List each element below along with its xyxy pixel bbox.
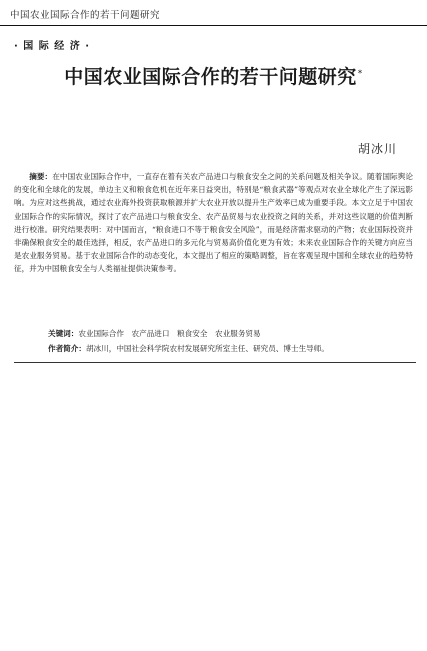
abstract-text: 在中国农业国际合作中，一直存在着有关农产品进口与粮食安全之间的关系问题及相关争议。随着国际舆论的变化和全球化的发展，单边主义和粮食危机在近年来日益突出，特别是“粮食武器”等观点对农业全球化产生了深远影响。为应对这些挑战，通过农业海外投资获取粮源并扩大农业开放以提升生产效率已成为重要手段。本文立足于中国农业国际合作的实际情况，探讨了农产品进口与粮食安全、农产品贸易与农业投资之间的关系，并对这些议题的价值判断进行校准。研究结果表明：对中国而言，“粮食进口不等于粮食安全风险”，而是经济需求驱动的产物；农业国际投资并非确保粮食安全的最佳选择，相反，农产品进口的多元化与贸易高价值化更为有效；未来农业国际合作的关键方向应当是农业服务贸易。基于农业国际合作的动态变化，本文提出了相应的策略调整，旨在客观呈现中国和全球农业的趋势特征，并为中国粮食安全与人类福祉提供决策参考。 bbox=[14, 172, 414, 274]
keywords-row bbox=[14, 328, 413, 340]
abstract bbox=[14, 170, 413, 276]
article-title bbox=[0, 62, 427, 89]
section-tag: · 国 际 经 济 · bbox=[14, 41, 91, 52]
author-bio-text: 胡冰川，中国社会科学院农村发展研究所室主任、研究员、博士生导师。 bbox=[85, 344, 329, 353]
header-divider bbox=[0, 25, 427, 26]
keywords-text: 农业国际合作 农产品进口 粮食安全 农业服务贸易 bbox=[78, 329, 261, 338]
title-footnote-mark: * bbox=[357, 68, 363, 79]
keywords-label: 关键词： bbox=[48, 329, 79, 338]
article-title-text: 中国农业国际合作的若干问题研究 bbox=[64, 66, 357, 88]
author-bio-row bbox=[14, 343, 413, 355]
abstract-paragraph bbox=[14, 170, 413, 276]
author-bio-label: 作者简介： bbox=[48, 344, 86, 353]
abstract-label: 摘要： bbox=[29, 172, 53, 181]
abstract-divider bbox=[14, 362, 416, 363]
author-name: 胡冰川 bbox=[357, 142, 397, 156]
running-header: 中国农业国际合作的若干问题研究 bbox=[10, 10, 161, 21]
